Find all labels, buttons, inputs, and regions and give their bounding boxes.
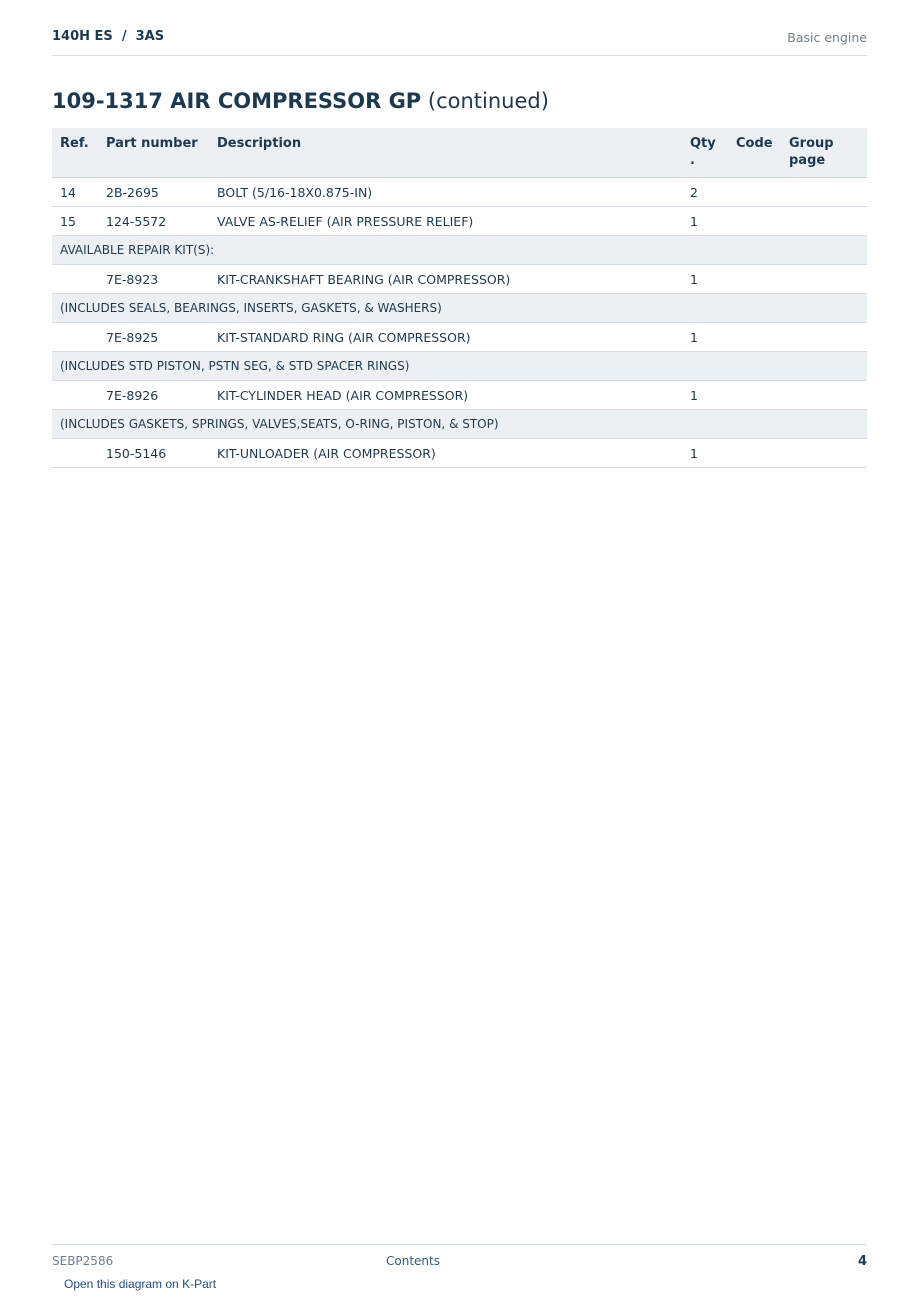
table-row <box>52 323 867 352</box>
cell-qty: 1 <box>682 439 728 468</box>
cell-part-number: 124-5572 <box>98 207 209 236</box>
cell-description: VALVE AS-RELIEF (AIR PRESSURE RELIEF) <box>209 207 682 236</box>
cell-group-page <box>781 178 867 207</box>
cell-qty: 1 <box>682 381 728 410</box>
table-row <box>52 265 867 294</box>
header-qty: Qty . <box>682 128 728 178</box>
note-text: (INCLUDES STD PISTON, PSTN SEG, & STD SPACER RINGS) <box>52 352 867 381</box>
table-note-row <box>52 236 867 265</box>
cell-group-page <box>781 381 867 410</box>
document-number: SEBP2586 <box>52 1254 114 1268</box>
cell-code <box>728 439 781 468</box>
machine-model: 140H ES / 3AS <box>52 29 165 44</box>
cell-group-page <box>781 439 867 468</box>
kpart-link[interactable]: Open this diagram on K-Part <box>64 1277 217 1291</box>
header-code: Code <box>728 128 781 178</box>
table-note-row <box>52 352 867 381</box>
cell-ref <box>52 381 98 410</box>
cell-description: KIT-CYLINDER HEAD (AIR COMPRESSOR) <box>209 381 682 410</box>
cell-part-number: 7E-8923 <box>98 265 209 294</box>
cell-part-number: 7E-8926 <box>98 381 209 410</box>
cell-qty: 1 <box>682 207 728 236</box>
table-note-row <box>52 294 867 323</box>
header-group-page: Group page <box>781 128 867 178</box>
cell-group-page <box>781 265 867 294</box>
parts-table <box>52 128 867 468</box>
table-header-row <box>52 128 867 178</box>
cell-part-number: 150-5146 <box>98 439 209 468</box>
cell-qty: 2 <box>682 178 728 207</box>
cell-group-page <box>781 323 867 352</box>
table-row <box>52 439 867 468</box>
cell-ref <box>52 323 98 352</box>
cell-qty: 1 <box>682 265 728 294</box>
cell-ref: 14 <box>52 178 98 207</box>
table-note-row <box>52 410 867 439</box>
title-continued: (continued) <box>427 89 549 113</box>
group-title: 109-1317 AIR COMPRESSOR GP <box>52 89 422 113</box>
cell-ref <box>52 439 98 468</box>
section-name: Basic engine <box>787 30 867 45</box>
note-text: (INCLUDES SEALS, BEARINGS, INSERTS, GASKETS, & WASHERS) <box>52 294 867 323</box>
cell-part-number: 7E-8925 <box>98 323 209 352</box>
cell-description: KIT-STANDARD RING (AIR COMPRESSOR) <box>209 323 682 352</box>
page-number: 4 <box>857 1254 867 1269</box>
cell-code <box>728 323 781 352</box>
cell-code <box>728 207 781 236</box>
table-row <box>52 178 867 207</box>
cell-description: KIT-UNLOADER (AIR COMPRESSOR) <box>209 439 682 468</box>
cell-qty: 1 <box>682 323 728 352</box>
page-header <box>52 28 867 56</box>
cell-code <box>728 381 781 410</box>
cell-group-page <box>781 207 867 236</box>
note-text: AVAILABLE REPAIR KIT(S): <box>52 236 867 265</box>
cell-part-number: 2B-2695 <box>98 178 209 207</box>
note-text: (INCLUDES GASKETS, SPRINGS, VALVES,SEATS, O-RING, PISTON, & STOP) <box>52 410 867 439</box>
header-ref: Ref. <box>52 128 98 178</box>
page-title <box>52 89 549 113</box>
cell-description: BOLT (5/16-18X0.875-IN) <box>209 178 682 207</box>
table-row <box>52 207 867 236</box>
cell-ref <box>52 265 98 294</box>
header-description: Description <box>209 128 682 178</box>
cell-description: KIT-CRANKSHAFT BEARING (AIR COMPRESSOR) <box>209 265 682 294</box>
header-part-number: Part number <box>98 128 209 178</box>
contents-link[interactable]: Contents <box>386 1254 440 1268</box>
cell-code <box>728 265 781 294</box>
page-footer <box>52 1244 867 1275</box>
cell-code <box>728 178 781 207</box>
table-row <box>52 381 867 410</box>
cell-ref: 15 <box>52 207 98 236</box>
